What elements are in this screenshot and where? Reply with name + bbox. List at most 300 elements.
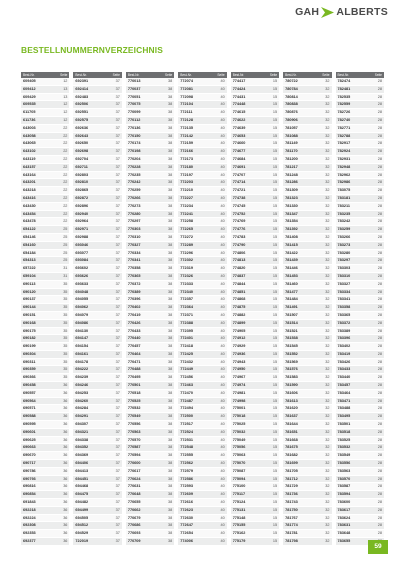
page-ref: 28	[377, 180, 382, 185]
table-row	[73, 125, 121, 133]
page-ref: 28	[377, 125, 382, 130]
article-number: 690595	[23, 422, 36, 427]
article-number: 770426	[127, 320, 141, 325]
table-row	[126, 211, 174, 219]
article-number: 772364	[180, 305, 193, 310]
page-ref: 40	[220, 461, 225, 466]
article-number: 775025	[232, 422, 246, 427]
article-number: 783327	[337, 281, 351, 286]
page-ref: 35	[63, 289, 68, 294]
article-number: 692636	[75, 125, 89, 130]
article-number: 690601	[23, 429, 36, 434]
page-ref: 32	[325, 523, 330, 528]
page-ref: 32	[325, 539, 330, 544]
article-number: 781200	[285, 156, 298, 161]
page-ref: 28	[377, 258, 382, 263]
header-article-number: Best-Nr.	[232, 73, 245, 77]
article-number: 774783	[232, 234, 246, 239]
article-number: 774882	[232, 312, 246, 317]
table-row	[231, 101, 279, 109]
table-row	[126, 405, 174, 413]
article-number: 694222	[75, 367, 89, 372]
article-number: 690144	[23, 305, 36, 310]
table-row	[126, 530, 174, 538]
table-row	[21, 226, 69, 234]
page-ref: 38	[168, 461, 173, 466]
article-number: 774677	[232, 149, 246, 154]
table-row	[283, 101, 331, 109]
table-row	[336, 218, 384, 226]
page-ref: 35	[63, 320, 68, 325]
page-ref: 22	[63, 156, 68, 161]
table-row	[283, 140, 331, 148]
article-number: 690304	[23, 351, 36, 356]
page-ref: 35	[63, 312, 68, 317]
table-row	[73, 187, 121, 195]
page-ref: 38	[168, 492, 173, 497]
table-row	[283, 164, 331, 172]
page-ref: 15	[272, 406, 278, 411]
article-number: 772449	[180, 367, 193, 372]
page-ref: 32	[325, 164, 330, 169]
article-number: 783075	[337, 188, 351, 193]
page-ref: 32	[325, 273, 330, 278]
table-row	[178, 374, 226, 382]
page-ref: 40	[220, 86, 225, 91]
article-number: 770600	[127, 461, 141, 466]
table-row	[178, 226, 226, 234]
page-ref: 38	[168, 344, 173, 349]
article-number: 692643	[75, 133, 89, 138]
article-number: 694239	[75, 375, 89, 380]
page-ref: 28	[377, 117, 382, 122]
page-ref: 38	[168, 281, 173, 286]
table-row	[178, 218, 226, 226]
article-number: 774844	[232, 281, 246, 286]
table-row	[231, 429, 279, 437]
article-number: 772227	[180, 195, 193, 200]
table-row	[336, 413, 384, 421]
article-number: 783532	[337, 445, 351, 450]
table-row	[21, 437, 69, 445]
table-row	[231, 133, 279, 141]
article-number: 774639	[232, 125, 246, 130]
article-number: 782948	[337, 164, 351, 169]
table-row	[283, 476, 331, 484]
page-ref: 38	[168, 305, 173, 310]
article-number: 782788	[337, 133, 351, 138]
page-ref: 37	[115, 211, 120, 216]
article-number: 783389	[337, 328, 351, 333]
page-ref: 15	[272, 297, 278, 302]
table-row	[21, 491, 69, 499]
article-number: 693046	[75, 242, 89, 247]
table-row	[21, 343, 69, 351]
page-ref: 28	[377, 492, 382, 497]
table-row	[178, 179, 226, 187]
page-ref: 38	[168, 219, 173, 224]
article-number: 783617	[337, 507, 351, 512]
page-ref: 32	[325, 367, 330, 372]
table-row	[231, 211, 279, 219]
table-row	[126, 366, 174, 374]
page-ref: 37	[115, 219, 120, 224]
table-row	[231, 382, 279, 390]
table-row	[336, 530, 384, 538]
article-number: 694321	[75, 429, 89, 434]
article-number: 782740	[337, 117, 351, 122]
table-row	[231, 226, 279, 234]
page-ref: 32	[325, 86, 330, 91]
article-number: 770624	[127, 476, 141, 481]
article-number: 690458	[23, 383, 36, 388]
article-number: 693084	[75, 258, 89, 263]
page-ref: 32	[325, 414, 330, 419]
page-ref: 15	[272, 289, 278, 294]
page-ref: 32	[325, 476, 330, 481]
page-ref: 37	[115, 102, 120, 107]
article-number: 783433	[337, 367, 351, 372]
article-number: 690182	[23, 336, 36, 341]
page-ref: 38	[168, 149, 173, 154]
table-row	[231, 172, 279, 180]
article-number: 774929	[232, 344, 246, 349]
table-row	[178, 94, 226, 102]
brand-logo	[295, 6, 388, 18]
page-ref: 38	[168, 414, 173, 419]
table-row	[73, 515, 121, 523]
table-row	[283, 538, 331, 546]
table-row	[73, 211, 121, 219]
table-row	[178, 257, 226, 265]
page-ref: 15	[272, 484, 278, 489]
article-number: 775148	[232, 515, 246, 520]
article-number: 772586	[180, 476, 193, 481]
article-number: 772203	[180, 180, 193, 185]
article-number: 775179	[232, 539, 246, 544]
article-number: 690199	[23, 344, 36, 349]
table-body	[231, 78, 279, 546]
table-row	[231, 468, 279, 476]
page-ref: 15	[272, 398, 278, 403]
table-row	[73, 203, 121, 211]
page-ref: 37	[115, 164, 120, 169]
table-row	[178, 273, 226, 281]
table-row	[21, 476, 69, 484]
table-row	[73, 499, 121, 507]
table-row	[73, 296, 121, 304]
table-row	[126, 398, 174, 406]
page-ref: 38	[168, 484, 173, 489]
article-number: 781538	[285, 336, 298, 341]
article-number: 654184	[23, 250, 36, 255]
article-number: 770372	[127, 281, 141, 286]
table-row	[231, 452, 279, 460]
table-row	[283, 382, 331, 390]
article-number: 770259	[127, 188, 141, 193]
page-ref: 22	[63, 195, 68, 200]
page-ref: 15	[272, 461, 278, 466]
article-number: 783563	[337, 468, 351, 473]
table-row	[231, 530, 279, 538]
table-row	[21, 538, 69, 546]
page-ref: 22	[63, 164, 68, 169]
article-number: 782924	[337, 149, 351, 154]
article-number: 781620	[285, 406, 298, 411]
article-number: 774806	[232, 250, 246, 255]
page-ref: 28	[377, 164, 382, 169]
article-number: 770518	[127, 390, 141, 395]
article-number: 654313	[23, 258, 36, 263]
article-number: 783280	[337, 250, 351, 255]
article-number: 783365	[337, 312, 351, 317]
table-row	[21, 179, 69, 187]
page-ref: 37	[115, 437, 120, 442]
article-number: 693602	[75, 266, 89, 271]
page-ref: 37	[115, 461, 120, 466]
article-number: 694369	[75, 453, 89, 458]
table-row	[73, 289, 121, 297]
page-ref: 32	[325, 484, 330, 489]
page-ref: 32	[325, 531, 330, 536]
table-row	[283, 117, 331, 125]
page-ref: 12	[63, 79, 68, 83]
table-row	[178, 304, 226, 312]
page-ref: 32	[325, 250, 330, 255]
table-row	[231, 234, 279, 242]
article-number: 774448	[232, 102, 246, 107]
page-ref: 32	[325, 266, 330, 271]
table-row	[73, 374, 121, 382]
page-ref: 40	[220, 429, 225, 434]
page-ref: 28	[377, 234, 382, 239]
table-row	[336, 320, 384, 328]
page-ref: 36	[63, 390, 68, 395]
table-row	[283, 351, 331, 359]
page-ref: 32	[325, 461, 330, 466]
page-ref: 28	[377, 328, 382, 333]
article-number: 783556	[337, 461, 351, 466]
table-row	[73, 328, 121, 336]
table-row	[21, 429, 69, 437]
article-number: 783549	[337, 453, 351, 458]
table-row	[336, 343, 384, 351]
page-ref: 15	[272, 156, 278, 161]
table-row	[283, 366, 331, 374]
table-row	[126, 234, 174, 242]
table-row	[73, 335, 121, 343]
page-ref: 22	[63, 203, 68, 208]
page-ref: 38	[168, 164, 173, 169]
article-number: 772074	[180, 79, 193, 83]
table-row	[231, 250, 279, 258]
page-ref: 15	[272, 336, 278, 341]
table-row	[178, 351, 226, 359]
page-ref: 32	[325, 453, 330, 458]
table-row	[73, 117, 121, 125]
table-row	[283, 507, 331, 515]
table-row	[21, 203, 69, 211]
article-number: 694352	[75, 445, 89, 450]
page-ref: 28	[377, 195, 382, 200]
table-row	[336, 257, 384, 265]
table-body	[336, 78, 384, 546]
article-number: 690557	[23, 390, 36, 395]
page-ref: 40	[220, 273, 225, 278]
page-ref: 36	[63, 429, 68, 434]
table-row	[178, 483, 226, 491]
article-number: 691843	[23, 500, 36, 505]
page-ref: 32	[325, 336, 330, 341]
table-row	[73, 421, 121, 429]
page-ref: 32	[325, 406, 330, 411]
table-row	[21, 289, 69, 297]
table-row	[73, 94, 121, 102]
table-row	[21, 296, 69, 304]
table-row	[336, 179, 384, 187]
header-page: Seite	[112, 73, 120, 77]
article-number: 781521	[285, 328, 298, 333]
article-number: 772371	[180, 312, 193, 317]
table-row	[283, 390, 331, 398]
article-number: 772128	[180, 117, 193, 122]
page-ref: 37	[115, 297, 120, 302]
table-row	[178, 530, 226, 538]
article-number: 774622	[232, 117, 246, 122]
article-number: 783655	[337, 539, 351, 544]
page-ref: 32	[325, 242, 330, 247]
article-number: 643218	[23, 188, 36, 193]
table-row	[336, 437, 384, 445]
page-ref: 32	[325, 141, 330, 146]
table-row	[231, 320, 279, 328]
article-number: 772241	[180, 211, 193, 216]
article-number: 780722	[285, 79, 298, 83]
article-number: 772609	[180, 492, 193, 497]
table-row	[231, 187, 279, 195]
table-row	[283, 273, 331, 281]
table-row	[283, 133, 331, 141]
table-row	[21, 257, 69, 265]
article-number: 690564	[23, 398, 36, 403]
page-ref: 32	[325, 172, 330, 177]
page-ref: 15	[272, 320, 278, 325]
article-number: 783464	[337, 390, 351, 395]
table-row	[336, 335, 384, 343]
article-number: 772630	[180, 515, 193, 520]
table-row	[336, 211, 384, 219]
article-number: 772180	[180, 164, 193, 169]
article-number: 783334	[337, 289, 351, 294]
table-row	[73, 468, 121, 476]
article-number: 770198	[127, 149, 141, 154]
table-row	[126, 148, 174, 156]
page-ref: 40	[220, 125, 225, 130]
page-ref: 32	[325, 297, 330, 302]
page-ref: 15	[272, 437, 278, 442]
article-number: 694147	[75, 336, 89, 341]
page-ref: 37	[115, 468, 120, 473]
article-number: 781613	[285, 398, 298, 403]
article-number: 770150	[127, 133, 141, 138]
article-number: 772104	[180, 102, 193, 107]
article-number: 772098	[180, 94, 193, 99]
article-number: 690816	[23, 484, 36, 489]
table-row	[283, 250, 331, 258]
page-ref: 38	[168, 429, 173, 434]
table-row	[336, 195, 384, 203]
table-row	[73, 452, 121, 460]
page-ref: 38	[168, 398, 173, 403]
page-ref: 22	[63, 172, 68, 177]
table-row	[283, 452, 331, 460]
article-number: 643119	[23, 156, 36, 161]
page-ref: 32	[325, 258, 330, 263]
page-ref: 40	[220, 523, 225, 528]
article-number: 772524	[180, 429, 193, 434]
page-ref: 15	[272, 250, 278, 255]
table-row	[231, 86, 279, 94]
article-number: 770341	[127, 258, 141, 263]
table-row	[178, 211, 226, 219]
table-row	[73, 320, 121, 328]
article-number: 770228	[127, 164, 141, 169]
table-row	[21, 530, 69, 538]
table-row	[126, 538, 174, 546]
article-number: 781491	[285, 305, 298, 310]
article-number: 781651	[285, 429, 298, 434]
table-row	[21, 273, 69, 281]
table-row	[283, 359, 331, 367]
article-number: 783341	[337, 297, 351, 302]
article-number: 781439	[285, 258, 298, 263]
table-row	[126, 78, 174, 86]
article-number: 611705	[23, 110, 36, 115]
article-number: 781644	[285, 422, 298, 427]
article-number: 774745	[232, 203, 246, 208]
table-row	[231, 140, 279, 148]
table-row	[231, 374, 279, 382]
table-row	[231, 351, 279, 359]
page-ref: 37	[115, 328, 120, 333]
article-number: 781675	[285, 445, 298, 450]
page-ref: 40	[220, 289, 225, 294]
page-ref: 32	[325, 102, 330, 107]
page-ref: 15	[272, 523, 278, 528]
table-row	[283, 226, 331, 234]
page-ref: 37	[115, 227, 120, 232]
header-article-number: Best-Nr.	[23, 73, 35, 77]
table-row	[178, 133, 226, 141]
table-row	[126, 522, 174, 530]
table-row	[73, 366, 121, 374]
page-ref: 38	[168, 445, 173, 450]
table-row	[73, 265, 121, 273]
article-number: 609429	[23, 94, 36, 99]
article-number: 694284	[75, 406, 89, 411]
article-number: 770457	[127, 344, 141, 349]
page-ref: 38	[168, 242, 173, 247]
page-ref: 31	[63, 273, 68, 278]
page-ref: 28	[377, 86, 382, 91]
table-row	[178, 117, 226, 125]
page-ref: 15	[272, 414, 278, 419]
table-row	[283, 289, 331, 297]
table-row	[73, 250, 121, 258]
article-number: 781149	[285, 141, 298, 146]
table-row	[21, 499, 69, 507]
table-row	[73, 148, 121, 156]
